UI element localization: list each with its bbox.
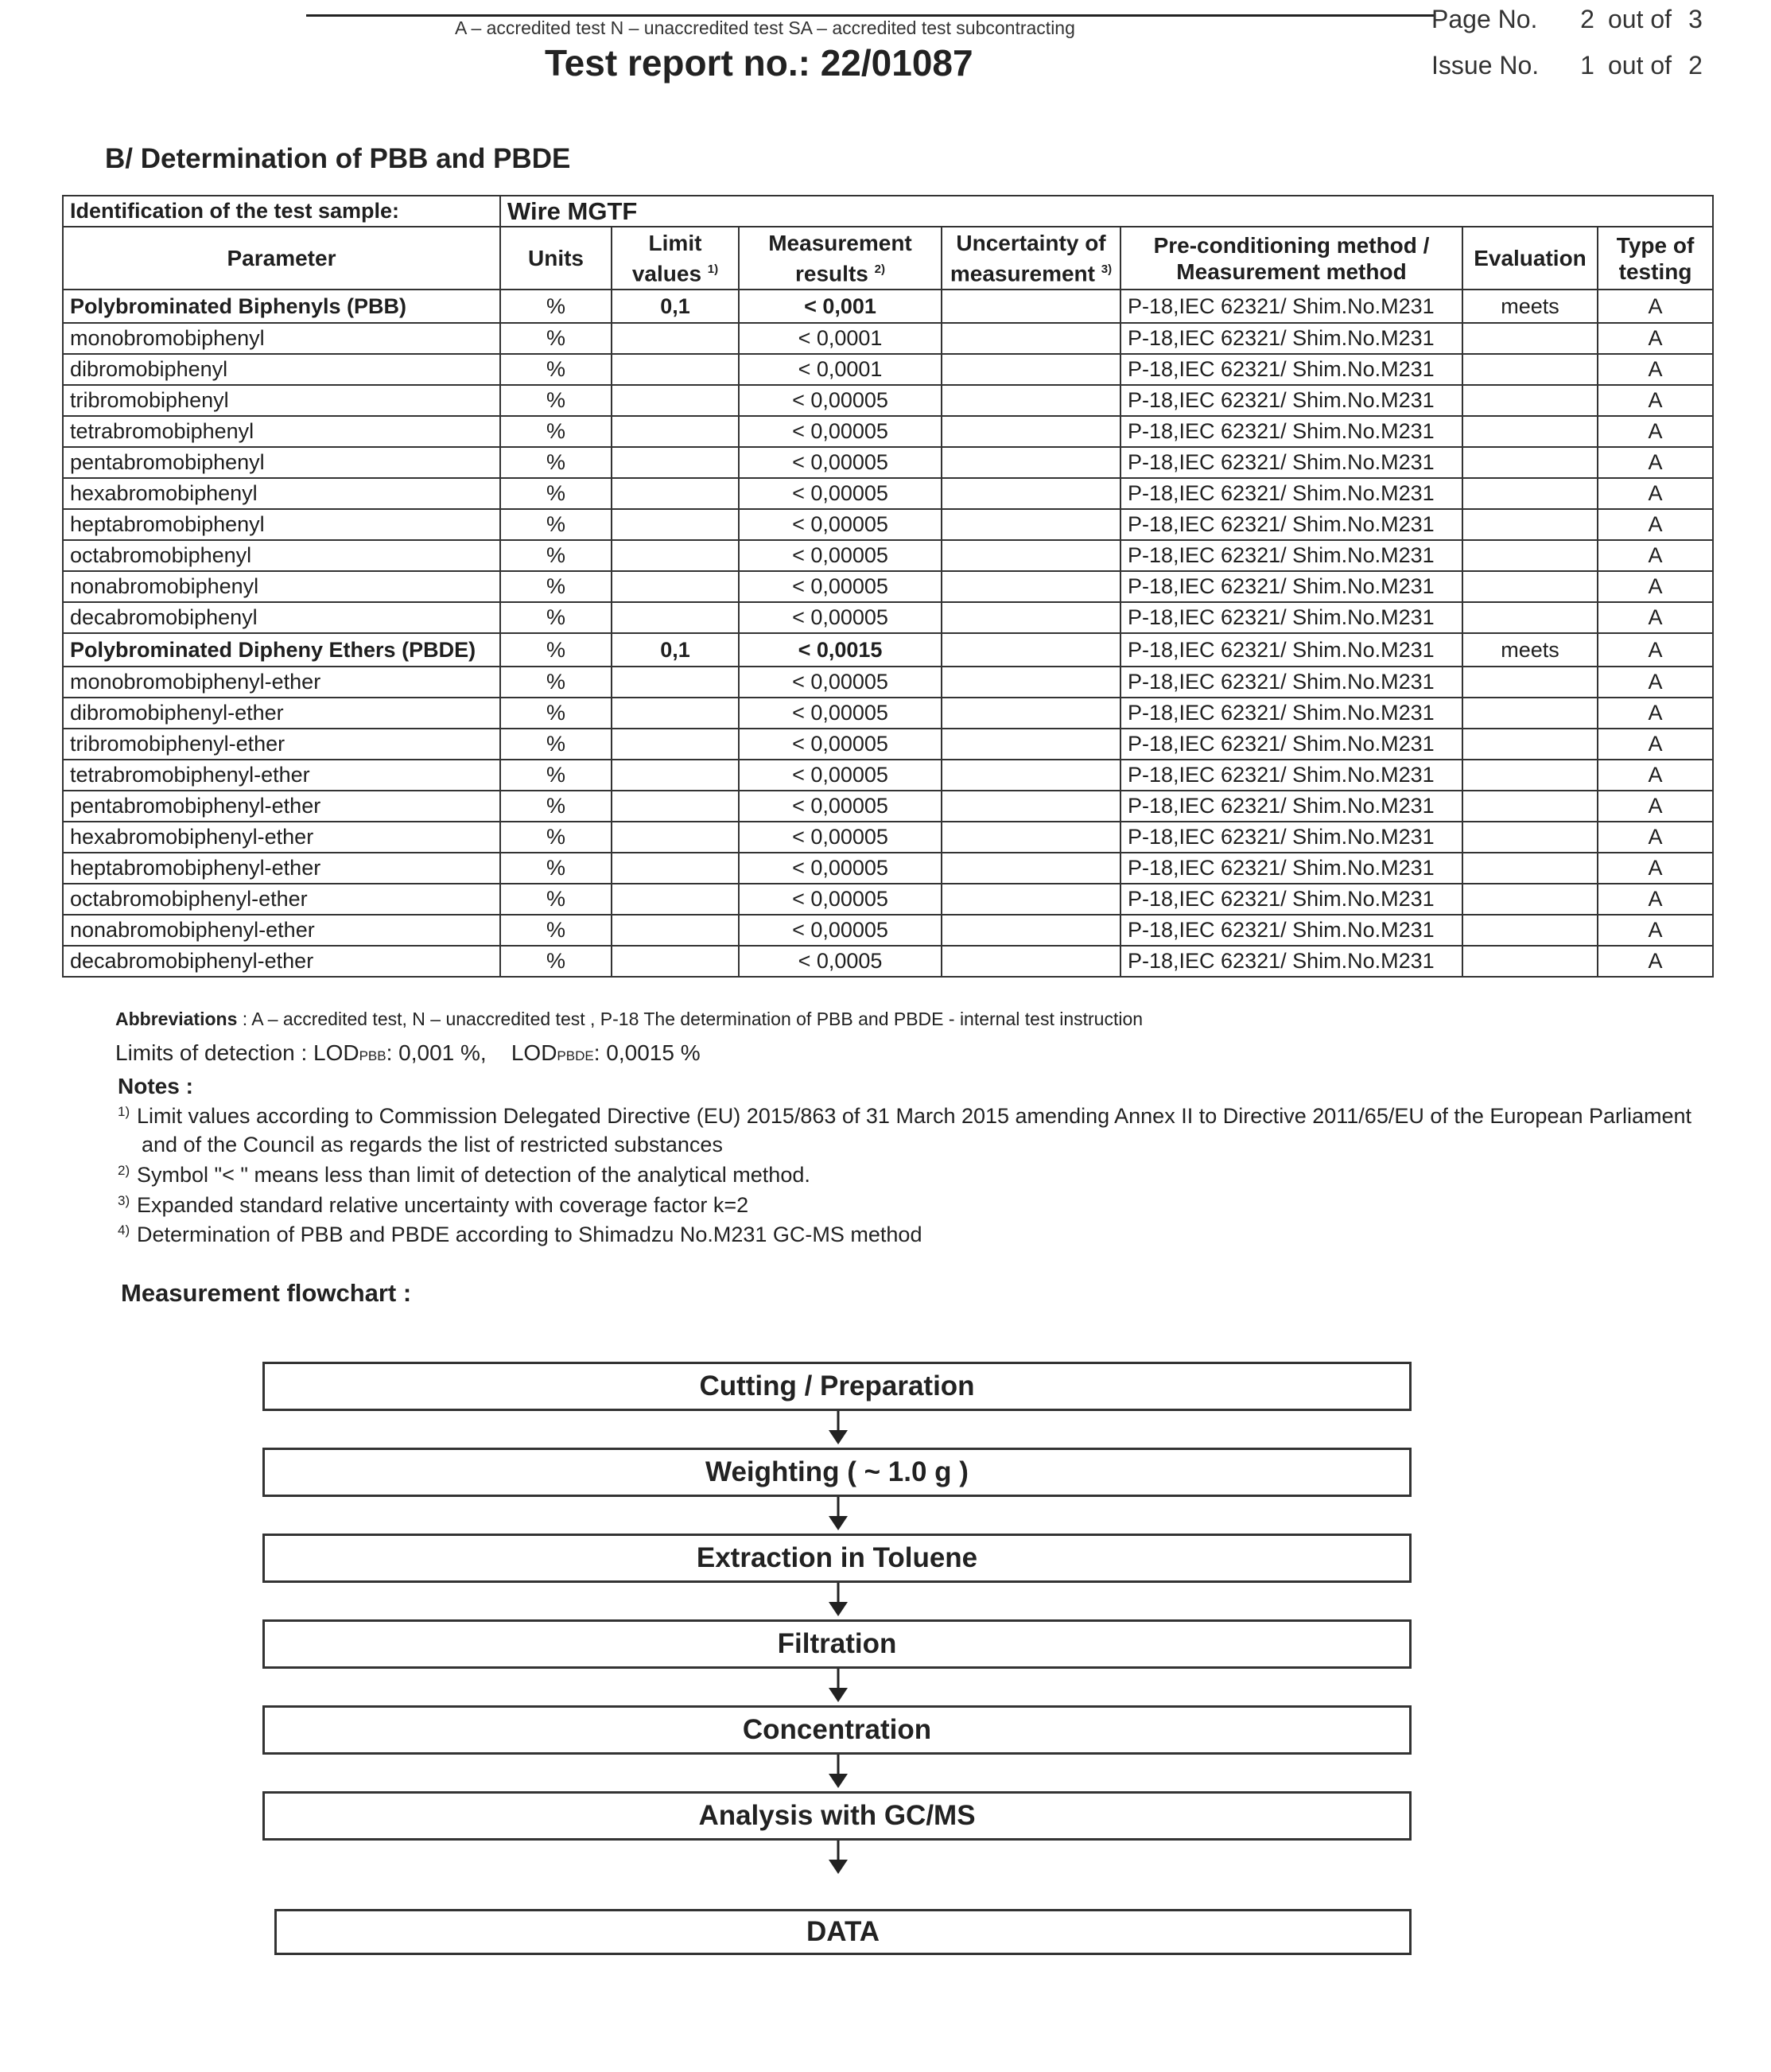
cell-method: P-18,IEC 62321/ Shim.No.M231 <box>1120 698 1462 729</box>
cell-limit <box>612 760 739 791</box>
cell-parameter: hexabromobiphenyl-ether <box>63 822 500 853</box>
cell-parameter: decabromobiphenyl-ether <box>63 946 500 977</box>
cell-type: A <box>1598 447 1713 478</box>
flowchart-arrow-icon <box>827 1497 849 1532</box>
cell-method: P-18,IEC 62321/ Shim.No.M231 <box>1120 323 1462 354</box>
cell-units: % <box>500 416 612 447</box>
cell-parameter: monobromobiphenyl-ether <box>63 667 500 698</box>
cell-result: < 0,00005 <box>739 385 942 416</box>
cell-units: % <box>500 354 612 385</box>
cell-limit <box>612 540 739 571</box>
cell-uncertainty <box>942 884 1120 915</box>
cell-parameter: heptabromobiphenyl <box>63 509 500 540</box>
col-units: Units <box>500 227 612 290</box>
cell-method: P-18,IEC 62321/ Shim.No.M231 <box>1120 509 1462 540</box>
lod-pbb-sub: PBB <box>359 1048 386 1063</box>
cell-uncertainty <box>942 946 1120 977</box>
cell-evaluation <box>1462 447 1598 478</box>
cell-type: A <box>1598 354 1713 385</box>
cell-uncertainty <box>942 760 1120 791</box>
cell-uncertainty <box>942 822 1120 853</box>
cell-type: A <box>1598 822 1713 853</box>
cell-method: P-18,IEC 62321/ Shim.No.M231 <box>1120 447 1462 478</box>
flowchart-arrow-icon <box>827 1755 849 1790</box>
cell-type: A <box>1598 633 1713 667</box>
issue-number: 1 <box>1580 51 1594 80</box>
cell-type: A <box>1598 698 1713 729</box>
cell-evaluation: meets <box>1462 290 1598 323</box>
cell-result: < 0,00005 <box>739 822 942 853</box>
cell-limit <box>612 667 739 698</box>
cell-uncertainty <box>942 853 1120 884</box>
cell-result: < 0,00005 <box>739 416 942 447</box>
cell-result: < 0,00005 <box>739 540 942 571</box>
limit-footnote-marker: 1) <box>707 262 719 276</box>
cell-result: < 0,0001 <box>739 354 942 385</box>
issue-label: Issue No. <box>1431 51 1540 80</box>
cell-result: < 0,001 <box>739 290 942 323</box>
cell-method: P-18,IEC 62321/ Shim.No.M231 <box>1120 478 1462 509</box>
cell-method: P-18,IEC 62321/ Shim.No.M231 <box>1120 729 1462 760</box>
issue-out-of: out of <box>1608 51 1672 80</box>
cell-result: < 0,00005 <box>739 853 942 884</box>
cell-evaluation <box>1462 791 1598 822</box>
cell-units: % <box>500 915 612 946</box>
cell-evaluation <box>1462 509 1598 540</box>
cell-uncertainty <box>942 416 1120 447</box>
cell-evaluation: meets <box>1462 633 1598 667</box>
cell-parameter: tribromobiphenyl-ether <box>63 729 500 760</box>
cell-uncertainty <box>942 571 1120 602</box>
cell-limit <box>612 729 739 760</box>
cell-result: < 0,00005 <box>739 509 942 540</box>
cell-type: A <box>1598 540 1713 571</box>
cell-units: % <box>500 447 612 478</box>
flowchart-step-data: DATA <box>274 1909 1412 1955</box>
abbreviations-text: : A – accredited test, N – unaccredited test , P-18 The determination of PBB and PBDE - internal test instruction <box>237 1009 1144 1029</box>
cell-result: < 0,00005 <box>739 667 942 698</box>
cell-method: P-18,IEC 62321/ Shim.No.M231 <box>1120 540 1462 571</box>
cell-result: < 0,00005 <box>739 478 942 509</box>
header-rule <box>306 14 1435 17</box>
cell-method: P-18,IEC 62321/ Shim.No.M231 <box>1120 915 1462 946</box>
cell-limit <box>612 323 739 354</box>
cell-evaluation <box>1462 540 1598 571</box>
lod-pbde-value: : 0,0015 % <box>593 1040 701 1065</box>
cell-result: < 0,00005 <box>739 729 942 760</box>
cell-units: % <box>500 571 612 602</box>
cell-parameter: Polybrominated Dipheny Ethers (PBDE) <box>63 633 500 667</box>
note-1: 1) Limit values according to Commission Delegated Directive (EU) 2015/863 of 31 March 2015 amending Annex II to Directive 2011/65/EU of the European Parliament <box>118 1104 1692 1128</box>
table-header-row <box>63 227 1713 290</box>
cell-units: % <box>500 633 612 667</box>
cell-type: A <box>1598 667 1713 698</box>
cell-uncertainty <box>942 478 1120 509</box>
flowchart-arrow-icon <box>827 1411 849 1446</box>
cell-type: A <box>1598 791 1713 822</box>
cell-evaluation <box>1462 667 1598 698</box>
cell-uncertainty <box>942 509 1120 540</box>
col-result: Measurement results $^{2)}$ <box>739 227 942 290</box>
cell-parameter: monobromobiphenyl <box>63 323 500 354</box>
cell-uncertainty <box>942 602 1120 633</box>
note-2: 2) Symbol "< " means less than limit of detection of the analytical method. <box>118 1163 810 1187</box>
table-row <box>63 416 1713 447</box>
cell-method: P-18,IEC 62321/ Shim.No.M231 <box>1120 571 1462 602</box>
cell-result: < 0,0015 <box>739 633 942 667</box>
cell-limit <box>612 698 739 729</box>
table-row <box>63 884 1713 915</box>
cell-units: % <box>500 602 612 633</box>
table-row <box>63 447 1713 478</box>
section-title: B/ Determination of PBB and PBDE <box>105 143 571 174</box>
uncertainty-footnote-marker: 3) <box>1101 262 1113 276</box>
cell-method: P-18,IEC 62321/ Shim.No.M231 <box>1120 853 1462 884</box>
cell-type: A <box>1598 853 1713 884</box>
cell-type: A <box>1598 602 1713 633</box>
cell-limit <box>612 385 739 416</box>
cell-units: % <box>500 698 612 729</box>
cell-evaluation <box>1462 853 1598 884</box>
table-row <box>63 853 1713 884</box>
cell-evaluation <box>1462 946 1598 977</box>
cell-method: P-18,IEC 62321/ Shim.No.M231 <box>1120 385 1462 416</box>
table-row <box>63 478 1713 509</box>
cell-limit: 0,1 <box>612 633 739 667</box>
note-3: 3) Expanded standard relative uncertainty with coverage factor k=2 <box>118 1193 749 1217</box>
cell-units: % <box>500 667 612 698</box>
abbreviations-label: Abbreviations <box>115 1009 238 1029</box>
flowchart-step-weighting: Weighting ( ~ 1.0 g ) <box>262 1448 1412 1497</box>
cell-units: % <box>500 323 612 354</box>
cell-evaluation <box>1462 478 1598 509</box>
cell-units: % <box>500 946 612 977</box>
cell-type: A <box>1598 509 1713 540</box>
cell-evaluation <box>1462 822 1598 853</box>
cell-method: P-18,IEC 62321/ Shim.No.M231 <box>1120 791 1462 822</box>
flowchart-arrow-icon <box>827 1669 849 1704</box>
cell-parameter: heptabromobiphenyl-ether <box>63 853 500 884</box>
page-label: Page No. <box>1431 5 1538 33</box>
cell-result: < 0,00005 <box>739 447 942 478</box>
sample-label: Identification of the test sample: <box>63 196 500 227</box>
page-number: 2 <box>1580 5 1594 33</box>
issue-total: 2 <box>1688 51 1703 80</box>
cell-uncertainty <box>942 633 1120 667</box>
cell-type: A <box>1598 323 1713 354</box>
cell-uncertainty <box>942 323 1120 354</box>
flowchart-arrow-icon <box>827 1841 849 1876</box>
table-row-group <box>63 290 1713 323</box>
cell-units: % <box>500 290 612 323</box>
cell-units: % <box>500 822 612 853</box>
cell-method: P-18,IEC 62321/ Shim.No.M231 <box>1120 633 1462 667</box>
cell-parameter: tribromobiphenyl <box>63 385 500 416</box>
cell-result: < 0,0001 <box>739 323 942 354</box>
sample-identification-row <box>63 196 1713 227</box>
cell-method: P-18,IEC 62321/ Shim.No.M231 <box>1120 290 1462 323</box>
cell-limit <box>612 571 739 602</box>
cell-result: < 0,00005 <box>739 760 942 791</box>
cell-uncertainty <box>942 290 1120 323</box>
cell-method: P-18,IEC 62321/ Shim.No.M231 <box>1120 946 1462 977</box>
table-row <box>63 602 1713 633</box>
flowchart-step-concentration: Concentration <box>262 1705 1412 1755</box>
test-type-legend: A – accredited test N – unaccredited test SA – accredited test subcontracting <box>455 17 1075 38</box>
cell-evaluation <box>1462 884 1598 915</box>
cell-parameter: nonabromobiphenyl <box>63 571 500 602</box>
cell-evaluation <box>1462 729 1598 760</box>
cell-parameter: tetrabromobiphenyl <box>63 416 500 447</box>
cell-parameter: octabromobiphenyl-ether <box>63 884 500 915</box>
cell-uncertainty <box>942 698 1120 729</box>
cell-parameter: hexabromobiphenyl <box>63 478 500 509</box>
cell-method: P-18,IEC 62321/ Shim.No.M231 <box>1120 822 1462 853</box>
cell-units: % <box>500 884 612 915</box>
cell-type: A <box>1598 416 1713 447</box>
cell-evaluation <box>1462 323 1598 354</box>
cell-units: % <box>500 853 612 884</box>
table-row <box>63 354 1713 385</box>
cell-method: P-18,IEC 62321/ Shim.No.M231 <box>1120 667 1462 698</box>
cell-limit <box>612 478 739 509</box>
cell-uncertainty <box>942 447 1120 478</box>
cell-parameter: dibromobiphenyl <box>63 354 500 385</box>
table-row <box>63 385 1713 416</box>
cell-units: % <box>500 385 612 416</box>
cell-type: A <box>1598 915 1713 946</box>
cell-method: P-18,IEC 62321/ Shim.No.M231 <box>1120 760 1462 791</box>
page-number-line <box>1431 5 1711 34</box>
result-footnote-marker: 2) <box>874 262 885 276</box>
flowchart-step-cutting: Cutting / Preparation <box>262 1362 1412 1411</box>
cell-limit <box>612 853 739 884</box>
table-row <box>63 822 1713 853</box>
cell-method: P-18,IEC 62321/ Shim.No.M231 <box>1120 602 1462 633</box>
cell-uncertainty <box>942 354 1120 385</box>
cell-result: < 0,00005 <box>739 571 942 602</box>
cell-type: A <box>1598 478 1713 509</box>
col-uncertainty: Uncertainty of measurement $^{3)}$ <box>942 227 1120 290</box>
table-row <box>63 760 1713 791</box>
result-rows <box>63 290 1713 977</box>
cell-uncertainty <box>942 667 1120 698</box>
col-limit: Limit values $^{1)}$ <box>612 227 739 290</box>
cell-result: < 0,00005 <box>739 791 942 822</box>
cell-method: P-18,IEC 62321/ Shim.No.M231 <box>1120 416 1462 447</box>
cell-parameter: tetrabromobiphenyl-ether <box>63 760 500 791</box>
cell-limit <box>612 602 739 633</box>
cell-limit <box>612 447 739 478</box>
report-title: Test report no.: 22/01087 <box>545 42 973 84</box>
cell-parameter: Polybrominated Biphenyls (PBB) <box>63 290 500 323</box>
cell-result: < 0,00005 <box>739 915 942 946</box>
cell-units: % <box>500 540 612 571</box>
cell-method: P-18,IEC 62321/ Shim.No.M231 <box>1120 354 1462 385</box>
table-row <box>63 571 1713 602</box>
cell-evaluation <box>1462 915 1598 946</box>
cell-parameter: pentabromobiphenyl <box>63 447 500 478</box>
cell-limit: 0,1 <box>612 290 739 323</box>
cell-type: A <box>1598 884 1713 915</box>
cell-evaluation <box>1462 760 1598 791</box>
cell-type: A <box>1598 760 1713 791</box>
cell-uncertainty <box>942 791 1120 822</box>
flowchart-title: Measurement flowchart : <box>121 1279 412 1307</box>
cell-evaluation <box>1462 571 1598 602</box>
table-row <box>63 540 1713 571</box>
cell-limit <box>612 354 739 385</box>
table-row <box>63 791 1713 822</box>
cell-type: A <box>1598 290 1713 323</box>
table-row <box>63 915 1713 946</box>
cell-limit <box>612 822 739 853</box>
sample-value: Wire MGTF <box>500 196 1713 227</box>
col-parameter: Parameter <box>63 227 500 290</box>
table-row <box>63 698 1713 729</box>
cell-evaluation <box>1462 354 1598 385</box>
table-row <box>63 667 1713 698</box>
issue-number-line <box>1431 51 1711 80</box>
flowchart-step-extraction: Extraction in Toluene <box>262 1534 1412 1583</box>
cell-evaluation <box>1462 416 1598 447</box>
cell-limit <box>612 509 739 540</box>
note-4: 4) Determination of PBB and PBDE according to Shimadzu No.M231 GC-MS method <box>118 1223 922 1246</box>
lod-pbde-sub: PBDE <box>557 1048 594 1063</box>
cell-units: % <box>500 478 612 509</box>
note-1-continued: and of the Council as regards the list of restricted substances <box>142 1133 723 1157</box>
cell-units: % <box>500 509 612 540</box>
cell-limit <box>612 915 739 946</box>
cell-type: A <box>1598 385 1713 416</box>
cell-limit <box>612 946 739 977</box>
cell-parameter: dibromobiphenyl-ether <box>63 698 500 729</box>
table-row <box>63 323 1713 354</box>
page-total: 3 <box>1688 5 1703 33</box>
cell-parameter: nonabromobiphenyl-ether <box>63 915 500 946</box>
cell-result: < 0,00005 <box>739 698 942 729</box>
table-row <box>63 729 1713 760</box>
cell-parameter: pentabromobiphenyl-ether <box>63 791 500 822</box>
cell-method: P-18,IEC 62321/ Shim.No.M231 <box>1120 884 1462 915</box>
flowchart-step-filtration: Filtration <box>262 1619 1412 1669</box>
lod-pbb-prefix: LOD <box>313 1040 359 1065</box>
table-row-group <box>63 633 1713 667</box>
cell-parameter: decabromobiphenyl <box>63 602 500 633</box>
cell-parameter: octabromobiphenyl <box>63 540 500 571</box>
flowchart-arrow-icon <box>827 1583 849 1618</box>
cell-type: A <box>1598 729 1713 760</box>
cell-type: A <box>1598 946 1713 977</box>
limits-of-detection <box>115 1040 701 1066</box>
table-row <box>63 509 1713 540</box>
notes-title: Notes : <box>118 1074 193 1098</box>
cell-units: % <box>500 760 612 791</box>
cell-result: < 0,00005 <box>739 884 942 915</box>
cell-evaluation <box>1462 385 1598 416</box>
abbreviations <box>115 1009 1143 1030</box>
cell-limit <box>612 884 739 915</box>
cell-uncertainty <box>942 915 1120 946</box>
cell-evaluation <box>1462 698 1598 729</box>
cell-limit <box>612 416 739 447</box>
cell-result: < 0,0005 <box>739 946 942 977</box>
cell-uncertainty <box>942 385 1120 416</box>
lod-pbde-prefix: LOD <box>511 1040 557 1065</box>
col-type: Type of testing <box>1598 227 1713 290</box>
lod-label: Limits of detection : <box>115 1040 308 1065</box>
cell-uncertainty <box>942 729 1120 760</box>
lod-pbb-value: : 0,001 %, <box>386 1040 487 1065</box>
cell-type: A <box>1598 571 1713 602</box>
cell-result: < 0,00005 <box>739 602 942 633</box>
cell-units: % <box>500 791 612 822</box>
col-method: Pre-conditioning method / Measurement method <box>1120 227 1462 290</box>
cell-units: % <box>500 729 612 760</box>
flowchart-step-analysis: Analysis with GC/MS <box>262 1791 1412 1841</box>
col-evaluation: Evaluation <box>1462 227 1598 290</box>
cell-evaluation <box>1462 602 1598 633</box>
results-table <box>62 195 1714 978</box>
cell-limit <box>612 791 739 822</box>
page-out-of: out of <box>1608 5 1672 33</box>
cell-uncertainty <box>942 540 1120 571</box>
table-row <box>63 946 1713 977</box>
